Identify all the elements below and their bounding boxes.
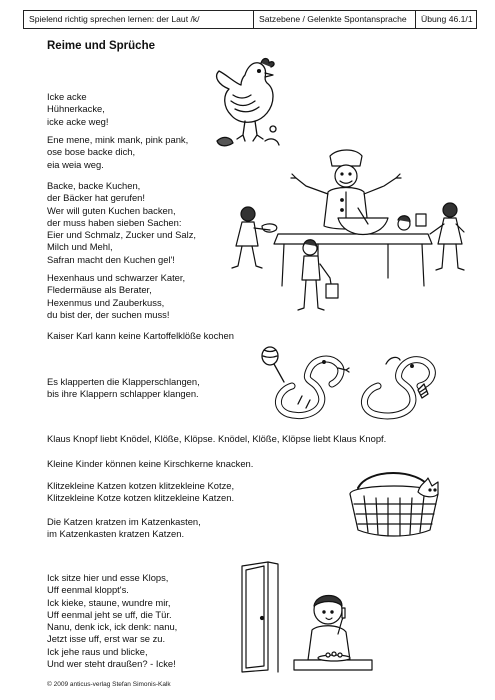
rhyme-line: Icke acke bbox=[47, 91, 87, 102]
rhyme-line: ose bose backe dich, bbox=[47, 146, 136, 158]
hen-illustration bbox=[205, 55, 300, 150]
page-title: Reime und Sprüche bbox=[47, 40, 155, 52]
tongue-twister-kaiser-karl bbox=[47, 330, 234, 342]
rhyme-line: du bist der, der suchen muss! bbox=[47, 308, 170, 320]
rhyme-line: Es klapperten die Klapperschlangen, bbox=[47, 376, 200, 387]
header-level: Satzebene / Gelenkte Spontansprache bbox=[254, 11, 416, 28]
rhyme-huehnerkacke bbox=[47, 91, 109, 128]
boy-door-illustration bbox=[238, 560, 373, 675]
rhyme-line: Jetzt isse uff, erst war se zu. bbox=[47, 633, 166, 645]
rhyme-line: Milch und Mehl, bbox=[47, 241, 113, 253]
rhyme-line: Uff eenmal jeht se uff, die Tür. bbox=[47, 608, 172, 620]
rhyme-line: Hühnerkacke, bbox=[47, 103, 105, 115]
tongue-twister-katzenkasten bbox=[47, 516, 201, 541]
rhyme-line: Ick jehe raus und blicke, bbox=[47, 645, 148, 657]
rhyme-line: im Katzenkasten kratzen Katzen. bbox=[47, 528, 185, 540]
rhyme-line: Wer will guten Kuchen backen, bbox=[47, 204, 176, 216]
rhyme-hexenhaus bbox=[47, 272, 185, 321]
rhyme-line: Nanu, denk ick, ick denk: nanu, bbox=[47, 621, 178, 633]
rhyme-line: Klitzekleine Kotze kotzen klitzekleine Katzen. bbox=[47, 492, 235, 504]
rhyme-line: Klaus Knopf liebt Knödel, Klöße, Klöpse. Knödel, Klöße, Klöpse liebt Klaus Knopf. bbox=[47, 433, 387, 444]
rhyme-ene-mene bbox=[47, 134, 188, 171]
rhyme-line: Kleine Kinder können keine Kirschkerne knacken. bbox=[47, 458, 254, 469]
baker-children-illustration bbox=[218, 148, 473, 323]
copyright-footer: © 2009 anticus-verlag Stefan Simonis-Kalk bbox=[47, 681, 171, 688]
rhyme-klops bbox=[47, 572, 177, 670]
rhyme-line: Hexenmus und Zauberkuss, bbox=[47, 296, 165, 308]
rhyme-line: Die Katzen kratzen im Katzenkasten, bbox=[47, 516, 201, 527]
header-topic: Spielend richtig sprechen lernen: der Laut /k/ bbox=[24, 11, 254, 28]
rhyme-line: Uff eenmal kloppt's. bbox=[47, 584, 129, 596]
rhyme-line: Ick kieke, staune, wundre mir, bbox=[47, 596, 171, 608]
rhyme-line: der muss haben sieben Sachen: bbox=[47, 216, 182, 228]
tongue-twister-klitzekleine-katzen bbox=[47, 480, 234, 505]
rhyme-line: bis ihre Klappern schlapper klangen. bbox=[47, 388, 199, 400]
rhyme-line: Kaiser Karl kann keine Kartoffelklöße kochen bbox=[47, 330, 234, 341]
rhyme-line: Backe, backe Kuchen, bbox=[47, 180, 141, 191]
rhyme-line: Eier und Schmalz, Zucker und Salz, bbox=[47, 229, 197, 241]
rhyme-line: Ick sitze hier und esse Klops, bbox=[47, 572, 169, 583]
worksheet-header bbox=[23, 10, 477, 29]
rhyme-line: Safran macht den Kuchen gel'! bbox=[47, 253, 175, 265]
rhyme-line: der Bäcker hat gerufen! bbox=[47, 192, 145, 204]
rhyme-line: icke acke weg! bbox=[47, 115, 109, 127]
rhyme-line: eia weia weg. bbox=[47, 158, 104, 170]
tongue-twister-klaus-knopf bbox=[47, 433, 386, 445]
tongue-twister-klapperschlangen bbox=[47, 376, 200, 401]
rhyme-backe-kuchen bbox=[47, 180, 196, 266]
rhyme-line: Fledermäuse als Berater, bbox=[47, 284, 152, 296]
tongue-twister-kirschkerne bbox=[47, 458, 253, 470]
rhyme-line: Hexenhaus und schwarzer Kater, bbox=[47, 272, 186, 283]
header-exercise-number: Übung 46.1/1 bbox=[421, 14, 473, 24]
cat-basket-illustration bbox=[338, 462, 448, 542]
rhyme-line: Klitzekleine Katzen kotzen klitzekleine Kotze, bbox=[47, 480, 235, 491]
rattlesnakes-illustration bbox=[258, 338, 458, 423]
rhyme-line: Ene mene, mink mank, pink pank, bbox=[47, 134, 189, 145]
rhyme-line: Und wer steht draußen? - Icke! bbox=[47, 658, 176, 670]
